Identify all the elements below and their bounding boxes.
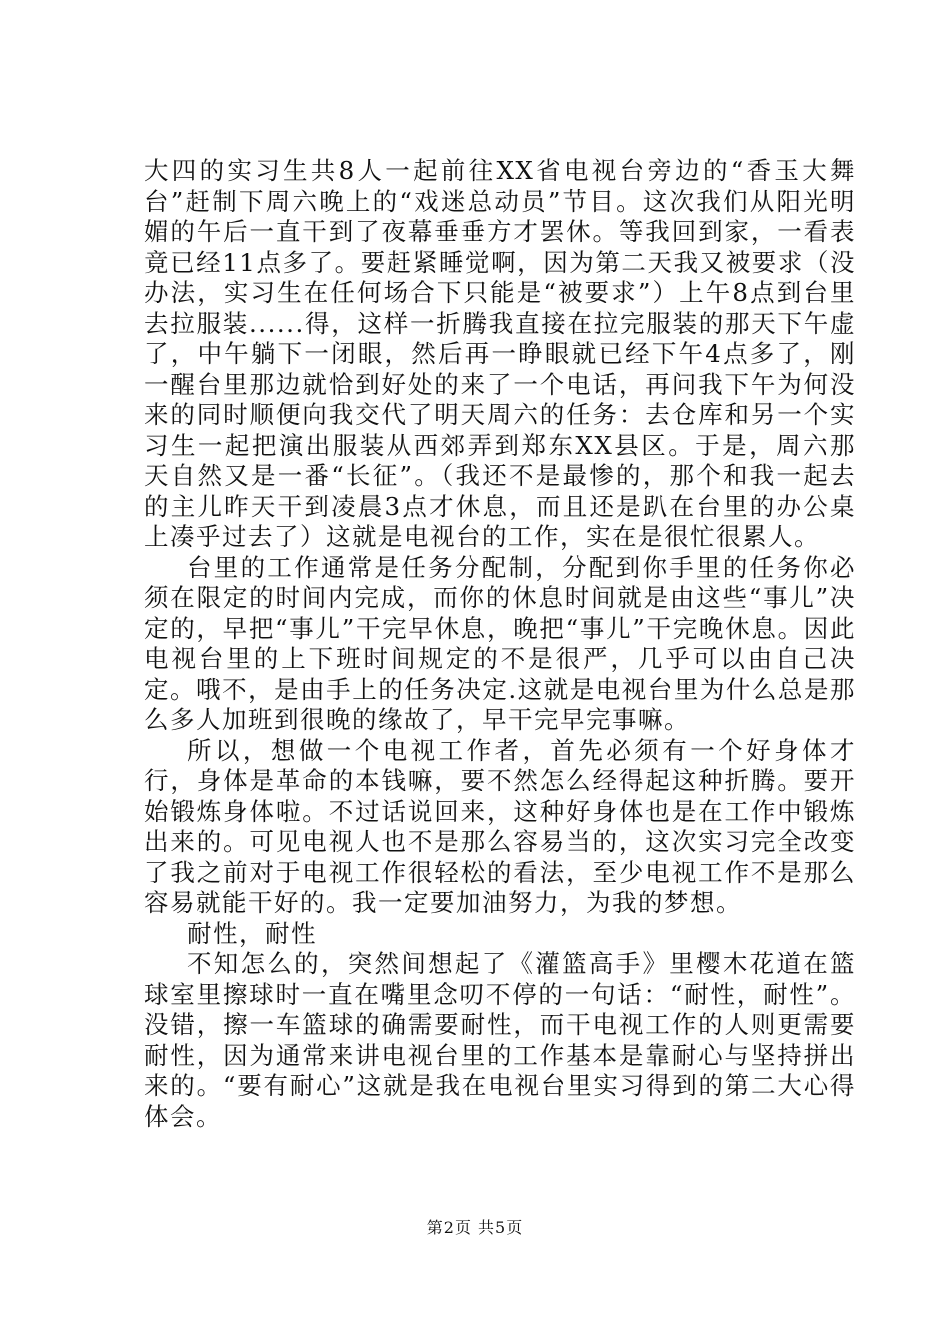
paragraph-3: 所以，想做一个电视工作者，首先必须有一个好身体才行，身体是革命的本钱嘛，要不然怎么经得起这种折腾。要开始锻炼身体啦。不过话说回来，这种好身体也是在工作中锻炼出来的。可见电视人也不是那么容易当的，这次实习完全改变了我之前对于电视工作很轻松的看法，至少电视工作不是那么容易就能干好的。我一定要加油努力，为我的梦想。	[144, 735, 856, 917]
document-body	[144, 156, 856, 1132]
paragraph-1: 大四的实习生共8人一起前往XX省电视台旁边的“香玉大舞台”赶制下周六晚上的“戏迷总动员”节目。这次我们从阳光明媚的午后一直干到了夜幕垂垂方才罢休。等我回到家，一看表竟已经11点多了。要赶紧睡觉啊，因为第二天我又被要求（没办法，实习生在任何场合下只能是“被要求”）上午8点到台里去拉服装......得，这样一折腾我直接在拉完服装的那天下午虚了，中午躺下一闭眼，然后再一睁眼就已经下午4点多了，刚一醒台里那边就恰到好处的来了一个电话，再问我下午为何没来的同时顺便向我交代了明天周六的任务：去仓库和另一个实习生一起把演出服装从西郊弄到郑东XX县区。于是，周六那天自然又是一番“长征”。（我还不是最惨的，那个和我一起去的主儿昨天干到凌晨3点才休息，而且还是趴在台里的办公桌上凑乎过去了）这就是电视台的工作，实在是很忙很累人。	[144, 156, 856, 551]
page-number-footer: 第2页 共5页	[426, 1218, 524, 1237]
paragraph-2: 台里的工作通常是任务分配制，分配到你手里的任务你必须在限定的时间内完成，而你的休息时间就是由这些“事儿”决定的，早把“事儿”干完早休息，晚把“事儿”干完晚休息。因此电视台里的上下班时间规定的不是很严，几乎可以由自己决定。哦不，是由手上的任务决定.这就是电视台里为什么总是那么多人加班到很晚的缘故了，早干完早完事嘛。	[144, 552, 856, 734]
paragraph-4: 不知怎么的，突然间想起了《灌篮高手》里樱木花道在篮球室里擦球时一直在嘴里念叨不停的一句话：“耐性，耐性”。没错，擦一车篮球的确需要耐性，而干电视工作的人则更需要耐性，因为通常来讲电视台里的工作基本是靠耐心与坚持拼出来的。“要有耐心”这就是我在电视台里实习得到的第二大心得体会。	[144, 949, 856, 1131]
section-heading-patience: 耐性，耐性	[187, 918, 317, 948]
